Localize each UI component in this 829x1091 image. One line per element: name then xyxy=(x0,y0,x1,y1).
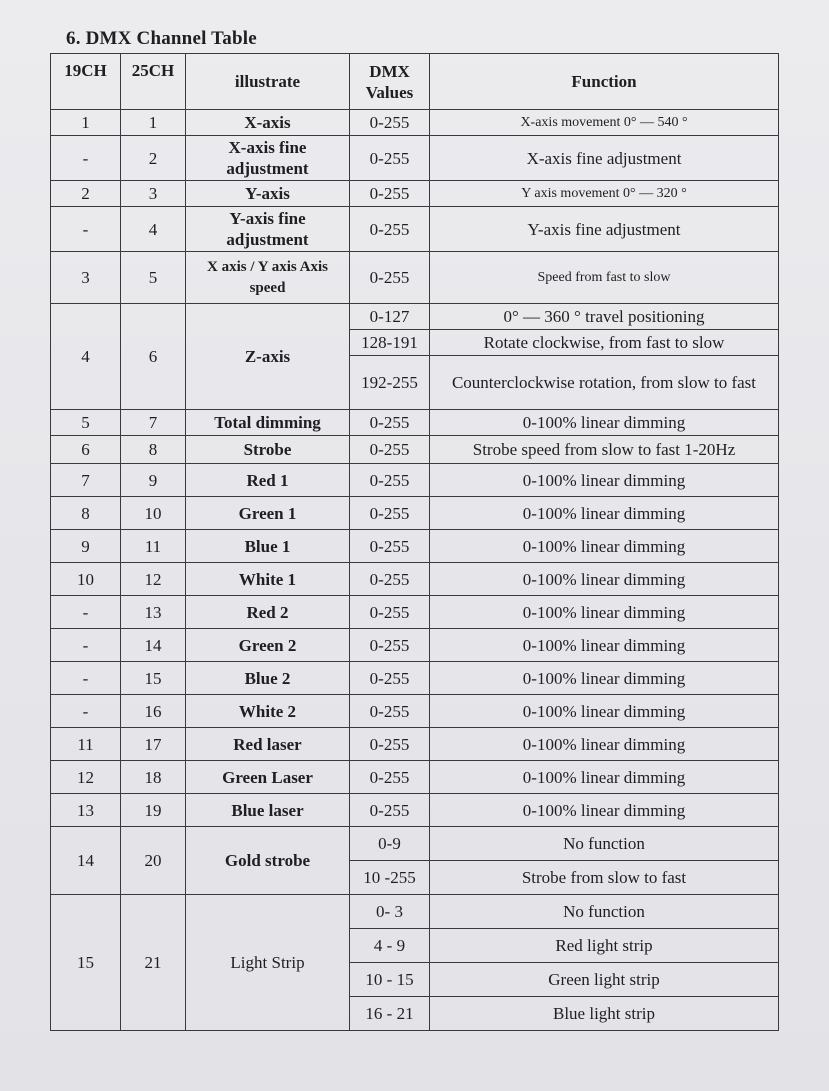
cell-function: Green light strip xyxy=(430,963,779,997)
cell-illustrate: Red laser xyxy=(186,728,350,761)
cell-function: 0-100% linear dimming xyxy=(430,464,779,497)
cell-function: Speed from fast to slow xyxy=(430,252,779,304)
table-row xyxy=(51,181,779,207)
table-row xyxy=(51,761,779,794)
cell-25ch: 17 xyxy=(121,728,186,761)
cell-function: No function xyxy=(430,895,779,929)
table-row xyxy=(51,662,779,695)
table-row xyxy=(51,436,779,464)
cell-illustrate: Light Strip xyxy=(186,895,350,1031)
table-row xyxy=(51,252,779,304)
cell-illustrate: White 2 xyxy=(186,695,350,728)
cell-function: 0-100% linear dimming xyxy=(430,728,779,761)
table-row xyxy=(51,207,779,252)
cell-25ch: 1 xyxy=(121,110,186,136)
cell-19ch: 7 xyxy=(51,464,121,497)
cell-illustrate: Green 2 xyxy=(186,629,350,662)
table-row xyxy=(51,530,779,563)
cell-illustrate: X axis / Y axis Axis speed xyxy=(186,252,350,304)
cell-19ch: 15 xyxy=(51,895,121,1031)
cell-19ch: 10 xyxy=(51,563,121,596)
table-row xyxy=(51,695,779,728)
cell-25ch: 8 xyxy=(121,436,186,464)
cell-25ch: 6 xyxy=(121,304,186,410)
header-19ch: 19CH xyxy=(51,54,121,110)
cell-dmx-value: 0-255 xyxy=(350,761,430,794)
header-function: Function xyxy=(430,54,779,110)
table-row xyxy=(51,629,779,662)
cell-dmx-value: 0-255 xyxy=(350,436,430,464)
cell-function: 0-100% linear dimming xyxy=(430,761,779,794)
cell-function: 0-100% linear dimming xyxy=(430,563,779,596)
cell-illustrate: Blue 2 xyxy=(186,662,350,695)
cell-25ch: 11 xyxy=(121,530,186,563)
cell-25ch: 21 xyxy=(121,895,186,1031)
cell-dmx-value: 0- 3 xyxy=(350,895,430,929)
cell-19ch: 12 xyxy=(51,761,121,794)
table-row xyxy=(51,827,779,861)
cell-dmx-value: 0-255 xyxy=(350,497,430,530)
cell-dmx-value: 0-255 xyxy=(350,596,430,629)
cell-function: X-axis movement 0° — 540 ° xyxy=(430,110,779,136)
cell-19ch: 14 xyxy=(51,827,121,895)
cell-dmx-value: 0-255 xyxy=(350,629,430,662)
table-row xyxy=(51,110,779,136)
table-row xyxy=(51,410,779,436)
cell-25ch: 14 xyxy=(121,629,186,662)
table-row xyxy=(51,304,779,330)
cell-dmx-value: 16 - 21 xyxy=(350,997,430,1031)
cell-19ch: 6 xyxy=(51,436,121,464)
table-header-row xyxy=(51,54,779,110)
dmx-channel-table xyxy=(50,53,779,1031)
cell-function: X-axis fine adjustment xyxy=(430,136,779,181)
cell-19ch: 3 xyxy=(51,252,121,304)
cell-illustrate: Z-axis xyxy=(186,304,350,410)
cell-19ch: 4 xyxy=(51,304,121,410)
table-row xyxy=(51,895,779,929)
table-row xyxy=(51,596,779,629)
cell-25ch: 10 xyxy=(121,497,186,530)
cell-function: Rotate clockwise, from fast to slow xyxy=(430,330,779,356)
cell-illustrate: Green Laser xyxy=(186,761,350,794)
cell-illustrate: White 1 xyxy=(186,563,350,596)
table-row xyxy=(51,497,779,530)
cell-function: Blue light strip xyxy=(430,997,779,1031)
cell-illustrate: Strobe xyxy=(186,436,350,464)
cell-function: 0° — 360 ° travel positioning xyxy=(430,304,779,330)
cell-illustrate: Blue 1 xyxy=(186,530,350,563)
cell-19ch: 2 xyxy=(51,181,121,207)
cell-25ch: 7 xyxy=(121,410,186,436)
table-row xyxy=(51,136,779,181)
cell-25ch: 20 xyxy=(121,827,186,895)
cell-19ch: - xyxy=(51,629,121,662)
header-illustrate: illustrate xyxy=(186,54,350,110)
header-25ch: 25CH xyxy=(121,54,186,110)
cell-dmx-value: 0-9 xyxy=(350,827,430,861)
cell-dmx-value: 0-255 xyxy=(350,410,430,436)
cell-19ch: 13 xyxy=(51,794,121,827)
cell-function: 0-100% linear dimming xyxy=(430,497,779,530)
cell-function: Y-axis fine adjustment xyxy=(430,207,779,252)
cell-25ch: 18 xyxy=(121,761,186,794)
cell-dmx-value: 0-255 xyxy=(350,181,430,207)
cell-dmx-value: 10 -255 xyxy=(350,861,430,895)
cell-dmx-value: 0-255 xyxy=(350,110,430,136)
cell-dmx-value: 0-255 xyxy=(350,464,430,497)
cell-function: Strobe speed from slow to fast 1-20Hz xyxy=(430,436,779,464)
cell-illustrate: X-axis fine adjustment xyxy=(186,136,350,181)
table-row xyxy=(51,728,779,761)
cell-19ch: - xyxy=(51,136,121,181)
cell-25ch: 4 xyxy=(121,207,186,252)
cell-dmx-value: 0-255 xyxy=(350,794,430,827)
cell-dmx-value: 192-255 xyxy=(350,356,430,410)
cell-25ch: 12 xyxy=(121,563,186,596)
cell-dmx-value: 10 - 15 xyxy=(350,963,430,997)
section-title: 6. DMX Channel Table xyxy=(66,28,257,49)
table-row xyxy=(51,563,779,596)
cell-function: Red light strip xyxy=(430,929,779,963)
cell-function: Counterclockwise rotation, from slow to fast xyxy=(430,356,779,410)
cell-dmx-value: 0-255 xyxy=(350,207,430,252)
cell-25ch: 5 xyxy=(121,252,186,304)
cell-function: Y axis movement 0° — 320 ° xyxy=(430,181,779,207)
cell-19ch: - xyxy=(51,662,121,695)
cell-25ch: 9 xyxy=(121,464,186,497)
cell-19ch: - xyxy=(51,207,121,252)
cell-illustrate: Red 1 xyxy=(186,464,350,497)
cell-19ch: 1 xyxy=(51,110,121,136)
cell-function: No function xyxy=(430,827,779,861)
cell-25ch: 16 xyxy=(121,695,186,728)
cell-dmx-value: 128-191 xyxy=(350,330,430,356)
cell-function: 0-100% linear dimming xyxy=(430,794,779,827)
cell-25ch: 3 xyxy=(121,181,186,207)
cell-illustrate: X-axis xyxy=(186,110,350,136)
cell-19ch: 8 xyxy=(51,497,121,530)
cell-dmx-value: 0-255 xyxy=(350,136,430,181)
cell-illustrate: Green 1 xyxy=(186,497,350,530)
cell-dmx-value: 0-255 xyxy=(350,662,430,695)
cell-dmx-value: 0-255 xyxy=(350,563,430,596)
cell-illustrate: Blue laser xyxy=(186,794,350,827)
cell-25ch: 2 xyxy=(121,136,186,181)
cell-function: 0-100% linear dimming xyxy=(430,530,779,563)
cell-19ch: - xyxy=(51,596,121,629)
cell-function: 0-100% linear dimming xyxy=(430,662,779,695)
cell-function: 0-100% linear dimming xyxy=(430,695,779,728)
cell-illustrate: Y-axis xyxy=(186,181,350,207)
cell-illustrate: Gold strobe xyxy=(186,827,350,895)
cell-dmx-value: 0-255 xyxy=(350,728,430,761)
cell-19ch: 11 xyxy=(51,728,121,761)
cell-19ch: - xyxy=(51,695,121,728)
cell-25ch: 19 xyxy=(121,794,186,827)
cell-function: 0-100% linear dimming xyxy=(430,629,779,662)
cell-dmx-value: 0-255 xyxy=(350,530,430,563)
cell-function: Strobe from slow to fast xyxy=(430,861,779,895)
cell-dmx-value: 0-127 xyxy=(350,304,430,330)
table-row xyxy=(51,794,779,827)
cell-dmx-value: 0-255 xyxy=(350,695,430,728)
cell-function: 0-100% linear dimming xyxy=(430,596,779,629)
cell-illustrate: Red 2 xyxy=(186,596,350,629)
cell-illustrate: Y-axis fine adjustment xyxy=(186,207,350,252)
cell-illustrate: Total dimming xyxy=(186,410,350,436)
cell-function: 0-100% linear dimming xyxy=(430,410,779,436)
cell-25ch: 13 xyxy=(121,596,186,629)
cell-19ch: 9 xyxy=(51,530,121,563)
cell-dmx-value: 4 - 9 xyxy=(350,929,430,963)
header-dmx-values: DMX Values xyxy=(350,54,430,110)
table-row xyxy=(51,464,779,497)
cell-25ch: 15 xyxy=(121,662,186,695)
cell-19ch: 5 xyxy=(51,410,121,436)
cell-dmx-value: 0-255 xyxy=(350,252,430,304)
